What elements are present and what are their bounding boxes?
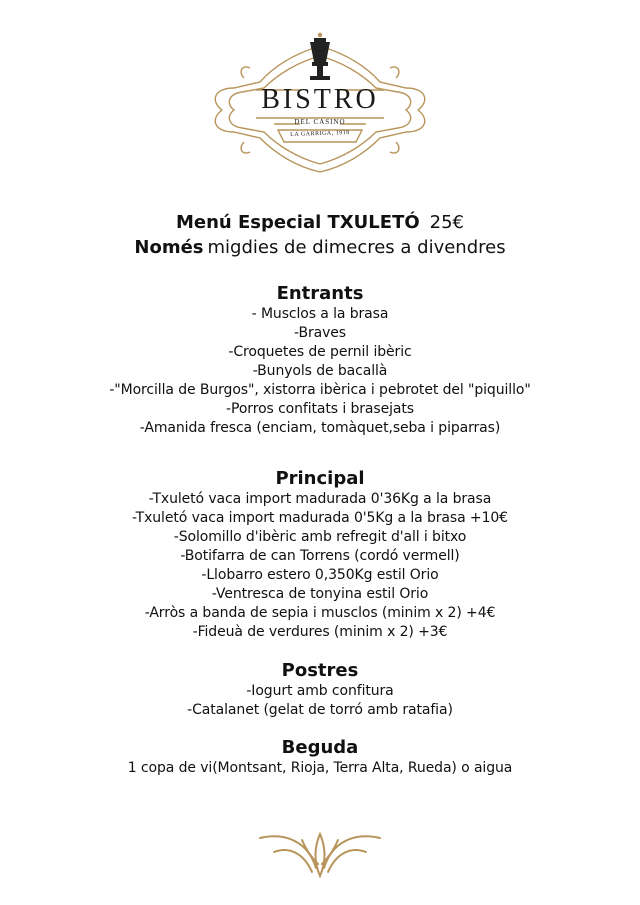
list-item: -Iogurt amb confitura bbox=[246, 683, 394, 699]
gold-ornament-icon bbox=[256, 828, 384, 880]
bistro-logo bbox=[204, 26, 436, 176]
availability-line bbox=[0, 235, 640, 260]
list-item: - Musclos a la brasa bbox=[251, 306, 389, 322]
menu-content bbox=[0, 210, 640, 778]
section-title-principal: Principal bbox=[275, 468, 365, 489]
list-item: -Catalanet (gelat de torró amb ratafia) bbox=[187, 702, 453, 718]
list-item: -Fideuà de verdures (minim x 2) +3€ bbox=[192, 624, 448, 640]
logo-subtitle: DEL CASINO bbox=[294, 118, 346, 126]
principal-list bbox=[0, 490, 640, 642]
menu-title-line bbox=[0, 210, 640, 235]
section-title-postres: Postres bbox=[281, 660, 359, 681]
list-item: -Ventresca de tonyina estil Orio bbox=[211, 586, 429, 602]
list-item: -Croquetes de pernil ibèric bbox=[228, 344, 412, 360]
list-item: -Botifarra de can Torrens (cordó vermell) bbox=[180, 548, 460, 564]
only-label: Només bbox=[134, 237, 204, 258]
section-title-entrants: Entrants bbox=[276, 283, 364, 304]
entrants-list bbox=[0, 305, 640, 438]
list-item: -Bunyols de bacallà bbox=[252, 363, 388, 379]
section-entrants bbox=[0, 283, 640, 438]
list-item: 1 copa de vi(Montsant, Rioja, Terra Alta, Rueda) o aigua bbox=[127, 760, 513, 776]
section-beguda bbox=[0, 737, 640, 778]
logo-tagline: LA GARRIGA, 1918 bbox=[290, 129, 350, 139]
beguda-list bbox=[0, 759, 640, 778]
list-item: -"Morcilla de Burgos", xistorra ibèrica i pebrotet del "piquillo" bbox=[109, 382, 531, 398]
menu-price: 25€ bbox=[429, 212, 465, 233]
section-postres bbox=[0, 660, 640, 720]
list-item: -Txuletó vaca import madurada 0'5Kg a la brasa +10€ bbox=[131, 510, 508, 526]
list-item: -Amanida fresca (enciam, tomàquet,seba i piparras) bbox=[139, 420, 501, 436]
list-item: -Porros confitats i brasejats bbox=[226, 401, 414, 417]
list-item: -Solomillo d'ibèric amb refregit d'all i bitxo bbox=[173, 529, 467, 545]
availability-text: migdies de dimecres a divendres bbox=[207, 237, 506, 258]
section-principal bbox=[0, 468, 640, 642]
section-title-beguda: Beguda bbox=[281, 737, 359, 758]
postres-list bbox=[0, 682, 640, 720]
list-item: -Llobarro estero 0,350Kg estil Orio bbox=[201, 567, 439, 583]
list-item: -Txuletó vaca import madurada 0'36Kg a la brasa bbox=[148, 491, 492, 507]
menu-title: Menú Especial TXULETÓ bbox=[175, 212, 420, 233]
logo-name: BISTRO bbox=[261, 84, 379, 115]
list-item: -Arròs a banda de sepia i musclos (minim x 2) +4€ bbox=[144, 605, 496, 621]
list-item: -Braves bbox=[294, 325, 346, 341]
